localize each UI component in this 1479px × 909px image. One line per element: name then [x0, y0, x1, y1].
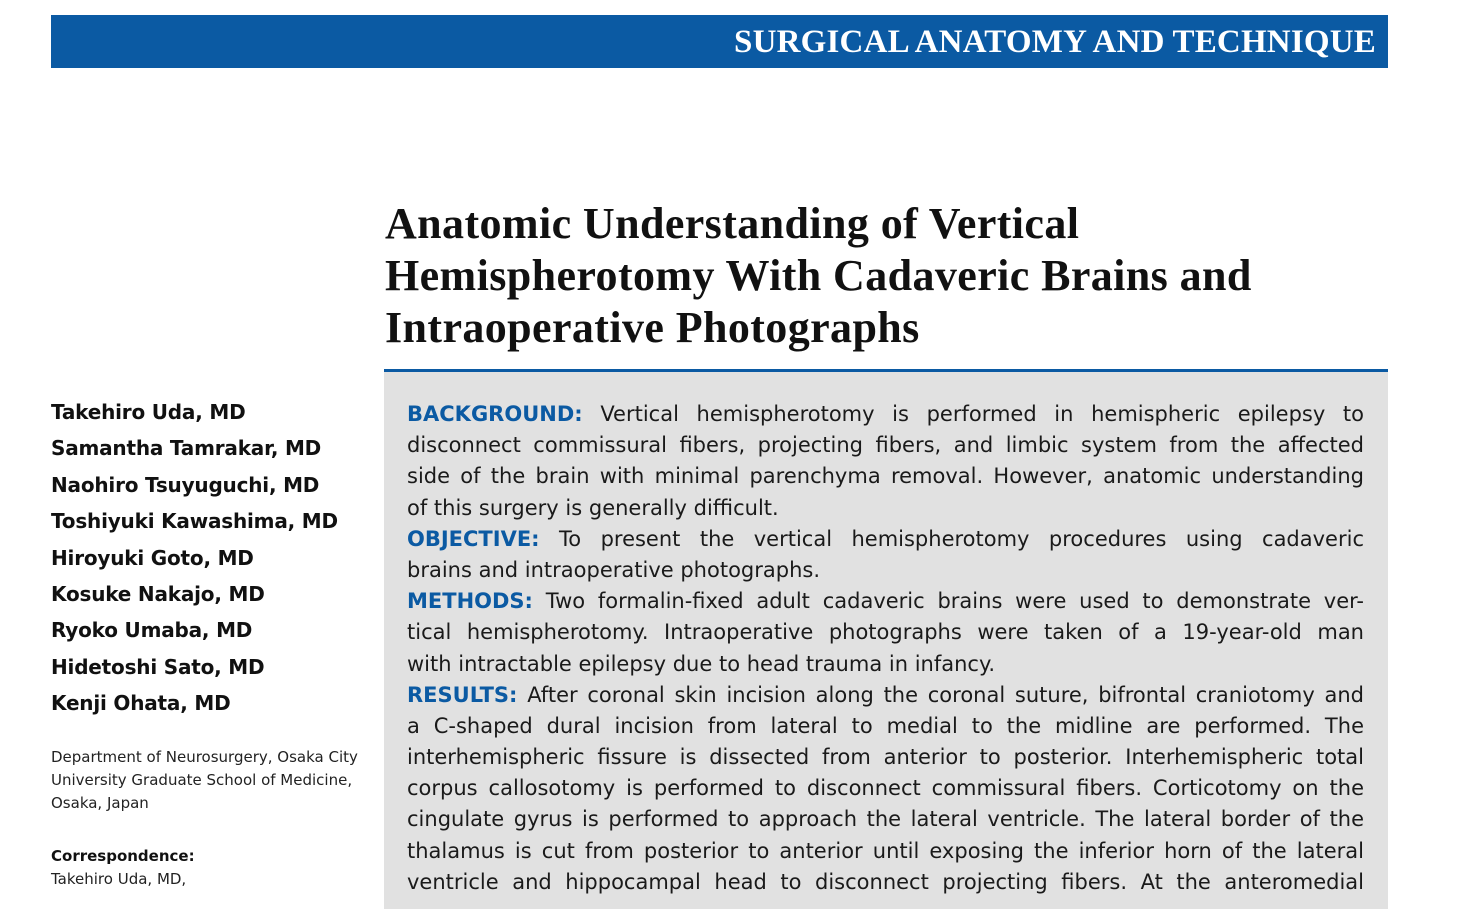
author-name: Samantha Tamrakar, MD [51, 436, 322, 461]
title-line: Hemispherotomy With Cadaveric Brains and [385, 251, 1252, 300]
author-list [51, 398, 371, 726]
author-name: Naohiro Tsuyuguchi, MD [51, 472, 320, 497]
abstract-line: a C-shaped dural incision from lateral to medial to the midline are performed. The [407, 713, 1364, 738]
affiliation-line: Osaka, Japan [51, 794, 149, 812]
author-name: Takehiro Uda, MD [51, 400, 246, 424]
abstract-line: ventricle and hippocampal head to disconnect projecting fibers. At the anteromedial [407, 869, 1364, 894]
author-name: Hiroyuki Goto, MD [51, 545, 254, 570]
section-label: SURGICAL ANATOMY AND TECHNIQUE [734, 24, 1376, 60]
title-line: Anatomic Understanding of Vertical [385, 199, 1080, 248]
title-line: Intraoperative Photographs [385, 303, 920, 352]
author-name: Toshiyuki Kawashima, MD [51, 509, 338, 534]
abstract-line [407, 586, 1364, 617]
abstract-line: disconnect commissural fibers, projecting fibers, and limbic system from the affected [407, 433, 1364, 458]
objective-label: OBJECTIVE: [407, 526, 540, 551]
abstract-line: brains and intraoperative photographs. [407, 557, 821, 582]
abstract-line: side of the brain with minimal parenchyma removal. However, anatomic understanding [407, 464, 1364, 489]
abstract-line: of this surgery is generally difficult. [407, 495, 779, 520]
abstract-line [407, 680, 1364, 711]
correspondence [51, 845, 381, 891]
abstract-line: with intractable epilepsy due to head trauma in infancy. [407, 651, 996, 676]
affiliation-line: University Graduate School of Medicine, [51, 771, 353, 789]
methods-label: METHODS: [407, 589, 533, 614]
abstract-line [407, 399, 1364, 430]
author-name: Kenji Ohata, MD [51, 691, 231, 716]
correspondence-name: Takehiro Uda, MD, [51, 870, 187, 888]
results-text: After coronal skin incision along the coronal suture, bifrontal craniotomy and [527, 682, 1364, 707]
results-label: RESULTS: [407, 682, 518, 707]
abstract-line: tical hemispherotomy. Intraoperative photographs were taken of a 19-year-old man [407, 620, 1364, 645]
methods-text: Two formalin-fixed adult cadaveric brains were used to demonstrate ver- [545, 589, 1364, 614]
abstract-line: interhemispheric fissure is dissected from anterior to posterior. Interhemispheric total [407, 745, 1364, 770]
author-name: Ryoko Umaba, MD [51, 618, 253, 643]
background-label: BACKGROUND: [407, 402, 583, 426]
abstract-line: cingulate gyrus is performed to approach the lateral ventricle. The lateral border of the [407, 807, 1364, 832]
background-text: Vertical hemispherotomy is performed in hemispheric epilepsy to [600, 402, 1364, 426]
correspondence-label: Correspondence: [51, 847, 195, 865]
abstract-box [384, 369, 1388, 909]
affiliation-line: Department of Neurosurgery, Osaka City [51, 748, 358, 766]
abstract-line [407, 524, 1364, 555]
abstract-line: corpus callosotomy is performed to disconnect commissural fibers. Corticotomy on the [407, 776, 1364, 801]
abstract-line: thalamus is cut from posterior to anterior until exposing the inferior horn of the lateral [407, 838, 1364, 863]
author-name: Kosuke Nakajo, MD [51, 581, 265, 606]
article-title [385, 198, 1385, 354]
author-name: Hidetoshi Sato, MD [51, 654, 265, 679]
abstract-text [407, 399, 1364, 898]
objective-text: To present the vertical hemispherotomy procedures using cadaveric [559, 526, 1364, 551]
affiliation [51, 746, 381, 815]
journal-section-band [51, 15, 1388, 68]
